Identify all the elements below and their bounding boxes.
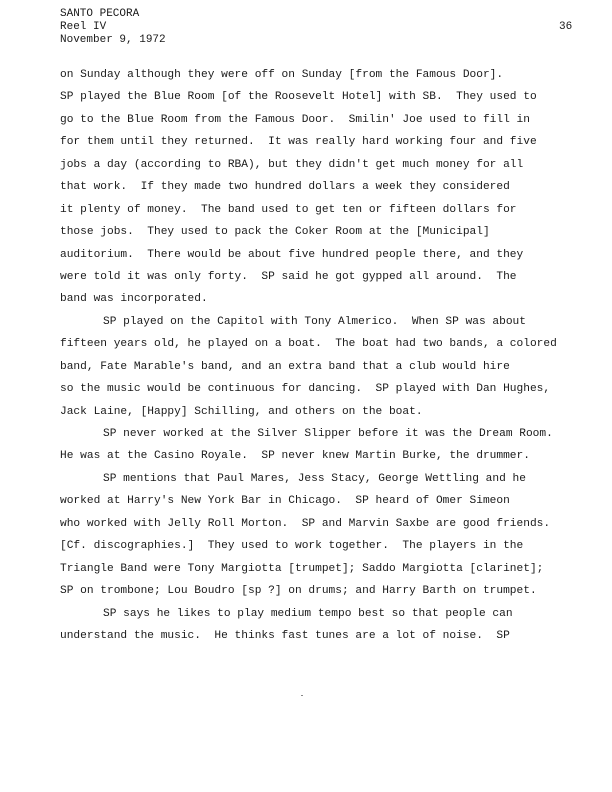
text-line: understand the music. He thinks fast tunes are a lot of noise. SP [60, 629, 510, 642]
text-line: worked at Harry's New York Bar in Chicago. SP heard of Omer Simeon [60, 495, 510, 508]
scan-speck [301, 695, 303, 696]
interviewee-name: SANTO PECORA [60, 8, 140, 20]
paragraph-start-line: SP says he likes to play medium tempo best so that people can [103, 607, 513, 620]
text-line: so the music would be continuous for dancing. SP played with Dan Hughes, [60, 383, 551, 396]
text-line: SP on trombone; Lou Boudro [sp ?] on drums; and Harry Barth on trumpet. [60, 585, 537, 598]
text-line: on Sunday although they were off on Sunday [from the Famous Door]. [60, 69, 504, 81]
text-line: those jobs. They used to pack the Coker Room at the [Municipal] [60, 226, 490, 239]
text-line: auditorium. There would be about five hundred people there, and they [60, 248, 524, 261]
page-number: 36 [559, 21, 573, 33]
text-line: were told it was only forty. SP said he got gypped all around. The [60, 270, 517, 283]
page-header [60, 8, 166, 47]
text-line: jobs a day (according to RBA), but they didn't get much money for all [60, 158, 524, 171]
text-line: [Cf. discographies.] They used to work together. The players in the [60, 540, 524, 553]
text-line: band, Fate Marable's band, and an extra band that a club would hire [60, 360, 510, 373]
text-line: Triangle Band were Tony Margiotta [trumpet]; Saddo Margiotta [clarinet]; [60, 562, 544, 575]
text-line: fifteen years old, he played on a boat. The boat had two bands, a colored [60, 338, 557, 351]
text-line: He was at the Casino Royale. SP never knew Martin Burke, the drummer. [60, 450, 530, 463]
text-line: it plenty of money. The band used to get ten or fifteen dollars for [60, 203, 517, 216]
text-line: for them until they returned. It was really hard working four and five [60, 136, 537, 149]
text-line: SP played the Blue Room [of the Roosevelt Hotel] with SB. They used to [60, 91, 537, 104]
text-line: who worked with Jelly Roll Morton. SP and Marvin Saxbe are good friends. [60, 517, 551, 530]
paragraph-start-line: SP played on the Capitol with Tony Almerico. When SP was about [103, 315, 526, 328]
reel-label: Reel IV [60, 21, 107, 33]
text-line: Jack Laine, [Happy] Schilling, and others on the boat. [60, 405, 423, 418]
transcript-body [60, 64, 606, 647]
paragraph-start-line: SP never worked at the Silver Slipper before it was the Dream Room. [103, 428, 553, 440]
paragraph-start-line: SP mentions that Paul Mares, Jess Stacy, George Wettling and he [103, 472, 526, 485]
interview-date: November 9, 1972 [60, 34, 166, 46]
text-line: that work. If they made two hundred dollars a week they considered [60, 181, 510, 194]
text-line: go to the Blue Room from the Famous Door. Smilin' Joe used to fill in [60, 113, 530, 126]
text-line: band was incorporated. [60, 293, 208, 306]
